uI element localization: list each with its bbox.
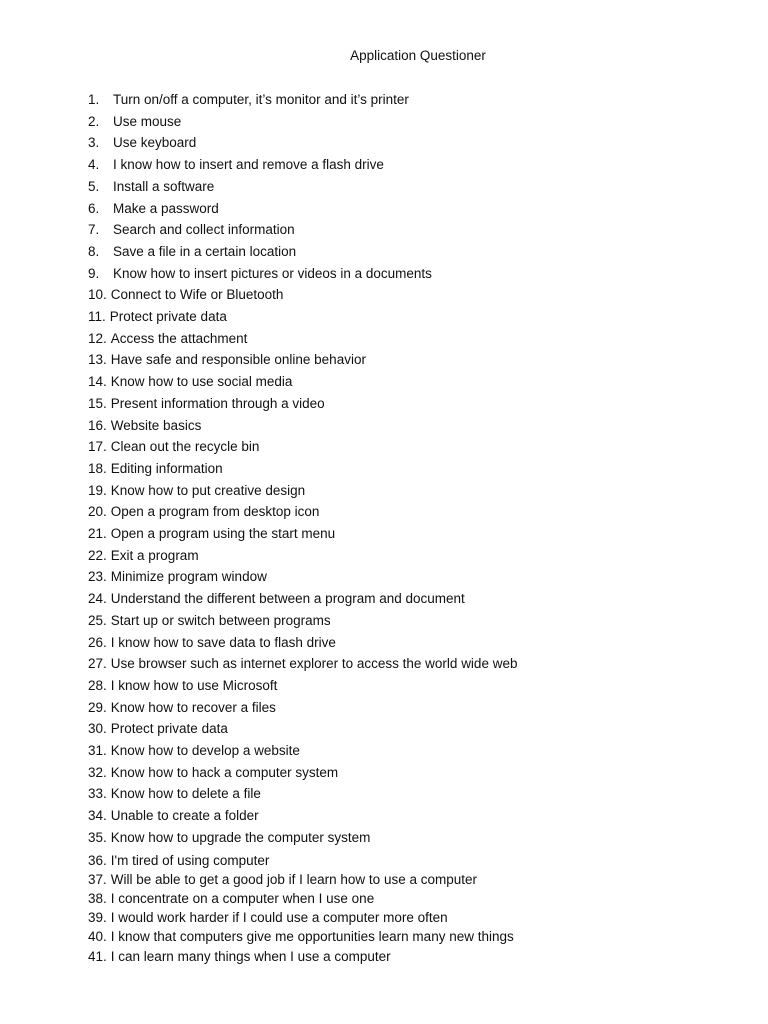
list-item: [88, 112, 181, 131]
list-item-number: 24.: [88, 591, 107, 607]
list-item: [88, 524, 335, 543]
list-item: [88, 307, 227, 326]
list-item-number: 6.: [88, 200, 100, 216]
list-item-number: 37.: [88, 871, 107, 887]
list-item-text: I know how to save data to flash drive: [110, 634, 336, 650]
list-item-text: Connect to Wife or Bluetooth: [110, 287, 284, 303]
list-item-text: Search and collect information: [113, 222, 295, 238]
list-item-number: 19.: [88, 482, 107, 498]
list-item-text: Turn on/off a computer, it’s monitor and it’s printer: [113, 92, 409, 107]
list-item: [88, 889, 374, 908]
list-item: [88, 242, 296, 261]
list-item-text: Access the attachment: [110, 330, 248, 346]
list-item: [88, 633, 336, 652]
list-item-text: Minimize program window: [110, 569, 267, 585]
list-item: [88, 416, 201, 435]
list-item-number: 28.: [88, 677, 107, 693]
list-item-text: Install a software: [113, 178, 215, 194]
list-item-number: 39.: [88, 910, 107, 926]
list-item-number: 35.: [88, 829, 107, 845]
list-item: [88, 90, 409, 109]
list-item: [88, 220, 295, 239]
list-item-text: Unable to create a folder: [110, 808, 259, 824]
list-item: [88, 676, 277, 695]
list-item-text: Exit a program: [110, 547, 199, 563]
list-item: [88, 828, 370, 847]
list-item-text: Start up or switch between programs: [110, 612, 331, 628]
list-item-number: 8.: [88, 243, 100, 259]
list-item-text: Clean out the recycle bin: [110, 439, 260, 455]
list-item-text: Use mouse: [113, 113, 182, 129]
list-item-number: 12.: [88, 330, 107, 346]
list-item-text: I know how to insert and remove a flash drive: [113, 157, 384, 173]
list-item: [88, 870, 477, 889]
list-item: [88, 372, 292, 391]
list-item-number: 11.: [88, 309, 106, 324]
list-item-number: 13.: [88, 352, 107, 368]
list-item: [88, 546, 199, 565]
list-item-number: 27.: [88, 656, 107, 672]
list-item-text: I would work harder if I could use a computer more often: [110, 910, 448, 926]
list-item: [88, 437, 259, 456]
list-item-number: 34.: [88, 808, 107, 824]
list-item-number: 16.: [88, 417, 107, 433]
list-item-number: 21.: [88, 526, 107, 541]
list-item-text: Will be able to get a good job if I learn how to use a computer: [110, 871, 477, 887]
list-item-number: 36.: [88, 852, 107, 868]
list-item-text: Know how to develop a website: [110, 743, 300, 758]
list-item-number: 32.: [88, 764, 107, 780]
list-item-text: Website basics: [110, 417, 202, 433]
list-item: [88, 719, 228, 738]
list-item-number: 10.: [88, 287, 107, 303]
list-item: [88, 763, 338, 782]
list-item: [88, 947, 391, 966]
list-item-number: 31.: [88, 743, 107, 758]
list-item-number: 17.: [88, 439, 107, 455]
list-item-text: Understand the different between a program and document: [110, 591, 465, 607]
list-item-number: 30.: [88, 721, 107, 737]
list-item: [88, 611, 331, 630]
list-item-text: Protect private data: [110, 721, 228, 737]
list-item-text: Make a password: [113, 200, 219, 216]
list-item: [88, 698, 276, 717]
list-item-text: Know how to recover a files: [110, 699, 276, 715]
list-item-number: 33.: [88, 786, 107, 802]
list-item-number: 9.: [88, 265, 100, 281]
list-item-number: 1.: [88, 92, 100, 107]
list-item-number: 2.: [88, 113, 100, 129]
list-item-number: 15.: [88, 395, 107, 411]
list-item: [88, 394, 325, 413]
list-item-text: Know how to insert pictures or videos in a documents: [113, 265, 432, 281]
list-item-text: Use keyboard: [113, 135, 197, 151]
list-item-number: 23.: [88, 569, 107, 585]
list-item: [88, 654, 517, 673]
list-item: [88, 264, 432, 283]
list-item-text: Know how to upgrade the computer system: [110, 829, 371, 845]
list-item-text: Editing information: [110, 460, 223, 476]
list-item: [88, 502, 319, 521]
list-item-number: 14.: [88, 374, 107, 390]
list-item-number: 18.: [88, 460, 107, 476]
list-item: [88, 350, 366, 369]
list-item-number: 20.: [88, 504, 107, 520]
list-item: [88, 589, 465, 608]
list-item-number: 22.: [88, 547, 107, 563]
list-item-text: I concentrate on a computer when I use one: [110, 890, 375, 906]
list-item-number: 41.: [88, 948, 107, 964]
list-item: [88, 329, 247, 348]
list-item-number: 4.: [88, 157, 100, 173]
list-item-text: I know that computers give me opportunities learn many new things: [110, 929, 514, 945]
list-item-text: I can learn many things when I use a computer: [110, 948, 391, 964]
list-item-number: 29.: [88, 699, 107, 715]
list-item-text: Protect private data: [109, 309, 227, 324]
list-item-number: 3.: [88, 135, 100, 151]
list-item: [88, 459, 223, 478]
list-item: [88, 567, 267, 586]
list-item-number: 40.: [88, 929, 107, 945]
list-item: [88, 155, 384, 174]
list-item: [88, 285, 283, 304]
list-item: [88, 908, 448, 927]
list-item: [88, 133, 196, 152]
list-item: [88, 927, 514, 946]
list-item-number: 5.: [88, 178, 100, 194]
list-item-text: Open a program using the start menu: [110, 526, 336, 541]
list-item-number: 26.: [88, 634, 107, 650]
list-item: [88, 806, 259, 825]
list-item: [88, 199, 219, 218]
list-item-number: 7.: [88, 222, 100, 238]
list-item-number: 38.: [88, 890, 107, 906]
list-item-text: Present information through a video: [110, 395, 325, 411]
list-item-text: Use browser such as internet explorer to access the world wide web: [110, 656, 518, 672]
list-item-text: Know how to put creative design: [110, 482, 306, 498]
list-item: [88, 851, 269, 870]
list-item-text: Have safe and responsible online behavior: [110, 352, 366, 368]
list-item: [88, 177, 214, 196]
list-item-text: Open a program from desktop icon: [110, 504, 320, 520]
list-item: [88, 481, 305, 500]
list-item-text: Know how to delete a file: [110, 786, 261, 802]
list-item-text: Know how to hack a computer system: [110, 764, 339, 780]
list-item: [88, 784, 261, 803]
list-item-number: 25.: [88, 612, 107, 628]
list-item-text: Save a file in a certain location: [113, 243, 297, 259]
list-item: [88, 741, 300, 760]
list-item-text: I know how to use Microsoft: [110, 677, 278, 693]
document-title: Application Questioner: [350, 48, 486, 63]
list-item-text: Know how to use social media: [110, 374, 293, 390]
list-item-text: I'm tired of using computer: [110, 852, 270, 868]
